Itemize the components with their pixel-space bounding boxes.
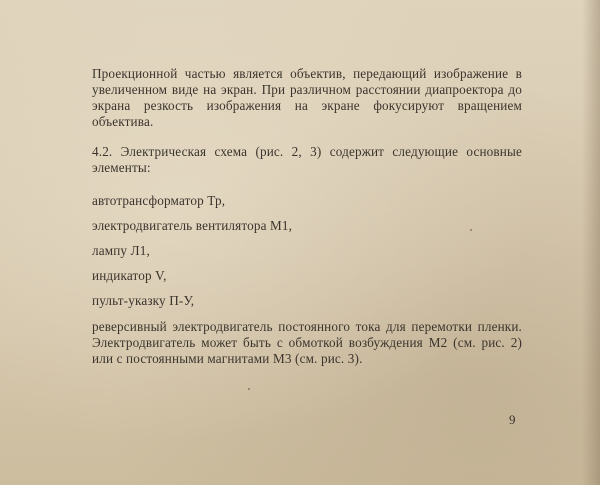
list-item: индикатор V,	[92, 268, 167, 283]
list-item: лампу Л1,	[92, 243, 150, 258]
paragraph-electrical-scheme: 4.2. Электрическая схема (рис. 2, 3) содержит следующие основные элементы:	[92, 144, 522, 175]
list-item: электродвигатель вентилятора М1,	[92, 218, 293, 233]
text-block	[92, 66, 522, 367]
paper-speck	[248, 388, 250, 390]
list-item: автотрансформатор Тр,	[92, 193, 226, 208]
element-list	[92, 188, 522, 313]
paragraph-projection: Проекционной частью является объектив, передающий изображение в увеличенном виде на экран. При различном расстоянии диапроектора до экрана резкость изображения на экране фокусируют вращением объектива.	[92, 66, 522, 129]
paper-speck	[470, 229, 472, 231]
page-edge-shadow	[582, 0, 600, 485]
list-item: пульт-указку П-У,	[92, 293, 195, 308]
page-number: 9	[509, 412, 516, 427]
paragraph-reversible-motor: реверсивный электродвигатель постоянного тока для перемотки пленки. Электродвигатель может быть с обмоткой возбуждения М2 (см. рис. 2) или с постоянными магнитами М3 (см. рис. 3).	[92, 319, 522, 366]
